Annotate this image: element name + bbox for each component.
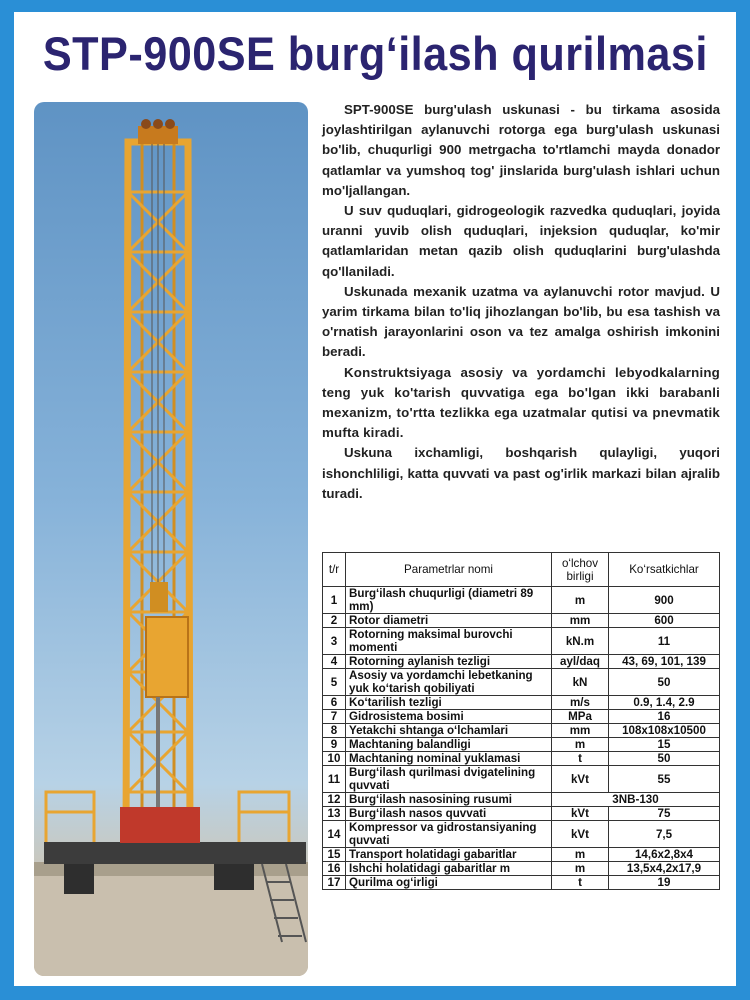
table-row (323, 614, 720, 628)
unit-cell: m (552, 862, 609, 876)
value-cell: 15 (609, 738, 720, 752)
table-row (323, 669, 720, 696)
parameter-name: Burg‘ilash nasos quvvati (346, 807, 552, 821)
table-row (323, 628, 720, 655)
parameter-name: Kompressor va gidrostansiyaning quvvati (346, 821, 552, 848)
value-cell: 43, 69, 101, 139 (609, 655, 720, 669)
row-number: 17 (323, 876, 346, 890)
value-cell: 7,5 (609, 821, 720, 848)
value-cell: 11 (609, 628, 720, 655)
row-number: 1 (323, 587, 346, 614)
unit-cell: kN (552, 669, 609, 696)
row-number: 15 (323, 848, 346, 862)
value-cell: 600 (609, 614, 720, 628)
description-paragraph: U suv quduqlari, gidrogeologik razvedka quduqlari, joyida uranni yuvib olish quduqlari, injeksion quduqlar, ko'mir qatlamlaridan metan qazib olish quduqlarini burg'ulashda qo'llaniladi. (322, 203, 720, 279)
unit-cell: t (552, 876, 609, 890)
unit-cell: kVt (552, 807, 609, 821)
unit-cell: kVt (552, 766, 609, 793)
table-row (323, 862, 720, 876)
specifications-table (322, 552, 720, 890)
description-paragraph: Konstruktsiyaga asosiy va yordamchi lebyodkalarning teng yuk ko'tarish quvvatiga ega bo'lgan ikki barabanli mexanizm, to'rtta tezlikka ega uzatmalar qutisi va pnevmatik mufta kiradi. (322, 364, 720, 441)
row-number: 11 (323, 766, 346, 793)
row-number: 10 (323, 752, 346, 766)
value-cell: 19 (609, 876, 720, 890)
table-row (323, 655, 720, 669)
parameter-name: Machtaning balandligi (346, 738, 552, 752)
table-row (323, 766, 720, 793)
parameter-name: Gidrosistema bosimi (346, 710, 552, 724)
row-number: 2 (323, 614, 346, 628)
header-number: t/r (323, 553, 346, 587)
row-number: 16 (323, 862, 346, 876)
table-body (323, 587, 720, 890)
drilling-rig-photo (34, 102, 308, 976)
row-number: 6 (323, 696, 346, 710)
parameter-name: Transport holatidagi gabaritlar (346, 848, 552, 862)
unit-cell: m (552, 848, 609, 862)
table-row (323, 793, 720, 807)
table-row (323, 876, 720, 890)
parameter-name: Ishchi holatidagi gabaritlar m (346, 862, 552, 876)
table-row (323, 738, 720, 752)
description-paragraph: SPT-900SE burg'ulash uskunasi - bu tirkama asosida joylashtirilgan aylanuvchi rotorga ega burg'ulash uskunasi bo'lib, chuqurligi 900 metrgacha to'rtlamchi mayda donador qatlamlar va yumshoq tog' jinslarida burg'ulash ishlari uchun mo'ljallangan. (322, 102, 720, 198)
row-number: 13 (323, 807, 346, 821)
row-number: 12 (323, 793, 346, 807)
parameter-name: Rotorning aylanish tezligi (346, 655, 552, 669)
table-row (323, 696, 720, 710)
unit-cell: m/s (552, 696, 609, 710)
value-cell: 75 (609, 807, 720, 821)
value-cell: 55 (609, 766, 720, 793)
table-row (323, 710, 720, 724)
description-paragraph: Uskunada mexanik uzatma va aylanuvchi rotor mavjud. U yarim tirkama bilan to'liq jihozlangan bo'lib, bu esa tashish va o'rnatish jarayonlarini oson va tez amalga oshirish imkonini beradi. (322, 283, 720, 360)
table-row (323, 848, 720, 862)
parameter-name: Rotor diametri (346, 614, 552, 628)
row-number: 9 (323, 738, 346, 752)
unit-cell: t (552, 752, 609, 766)
parameter-name: Rotorning maksimal burovchi momenti (346, 628, 552, 655)
unit-cell: kVt (552, 821, 609, 848)
table-row (323, 724, 720, 738)
parameter-name: Burg‘ilash chuqurligi (diametri 89 mm) (346, 587, 552, 614)
value-cell: 0.9, 1.4, 2.9 (609, 696, 720, 710)
parameter-name: Asosiy va yordamchi lebetkaning yuk ko‘tarish qobiliyati (346, 669, 552, 696)
parameter-name: Qurilma og‘irligi (346, 876, 552, 890)
description (322, 100, 720, 504)
unit-cell: ayl/daq (552, 655, 609, 669)
unit-cell: m (552, 738, 609, 752)
value-cell: 14,6x2,8x4 (609, 848, 720, 862)
unit-cell: m (552, 587, 609, 614)
row-number: 8 (323, 724, 346, 738)
unit-cell: kN.m (552, 628, 609, 655)
unit-cell: mm (552, 614, 609, 628)
value-cell: 108x108x10500 (609, 724, 720, 738)
table-header-row (323, 553, 720, 587)
value-cell: 50 (609, 752, 720, 766)
poster-title: STP-900SE burg‘ilash qurilmasi (42, 27, 708, 80)
parameter-name: Machtaning nominal yuklamasi (346, 752, 552, 766)
parameter-name: Burg‘ilash qurilmasi dvigatelining quvvati (346, 766, 552, 793)
parameter-name: Burg‘ilash nasosining rusumi (346, 793, 552, 807)
row-number: 4 (323, 655, 346, 669)
merged-value: 3NB-130 (552, 793, 720, 807)
row-number: 7 (323, 710, 346, 724)
row-number: 3 (323, 628, 346, 655)
parameter-name: Yetakchi shtanga o‘lchamlari (346, 724, 552, 738)
header-parameter: Parametrlar nomi (346, 553, 552, 587)
value-cell: 16 (609, 710, 720, 724)
header-unit: o‘lchov birligi (552, 553, 609, 587)
row-number: 14 (323, 821, 346, 848)
table-row (323, 807, 720, 821)
table-row (323, 821, 720, 848)
description-paragraph: Uskuna ixchamligi, boshqarish qulayligi, yuqori ishonchliligi, katta quvvati va past og'irlik markazi bilan ajralib turadi. (322, 445, 720, 501)
table-row (323, 752, 720, 766)
drilling-rig-illustration (34, 102, 308, 976)
parameter-name: Ko‘tarilish tezligi (346, 696, 552, 710)
header-value: Ko‘rsatkichlar (609, 553, 720, 587)
value-cell: 50 (609, 669, 720, 696)
value-cell: 900 (609, 587, 720, 614)
row-number: 5 (323, 669, 346, 696)
table-row (323, 587, 720, 614)
value-cell: 13,5x4,2x17,9 (609, 862, 720, 876)
poster (14, 12, 736, 986)
unit-cell: MPa (552, 710, 609, 724)
unit-cell: mm (552, 724, 609, 738)
